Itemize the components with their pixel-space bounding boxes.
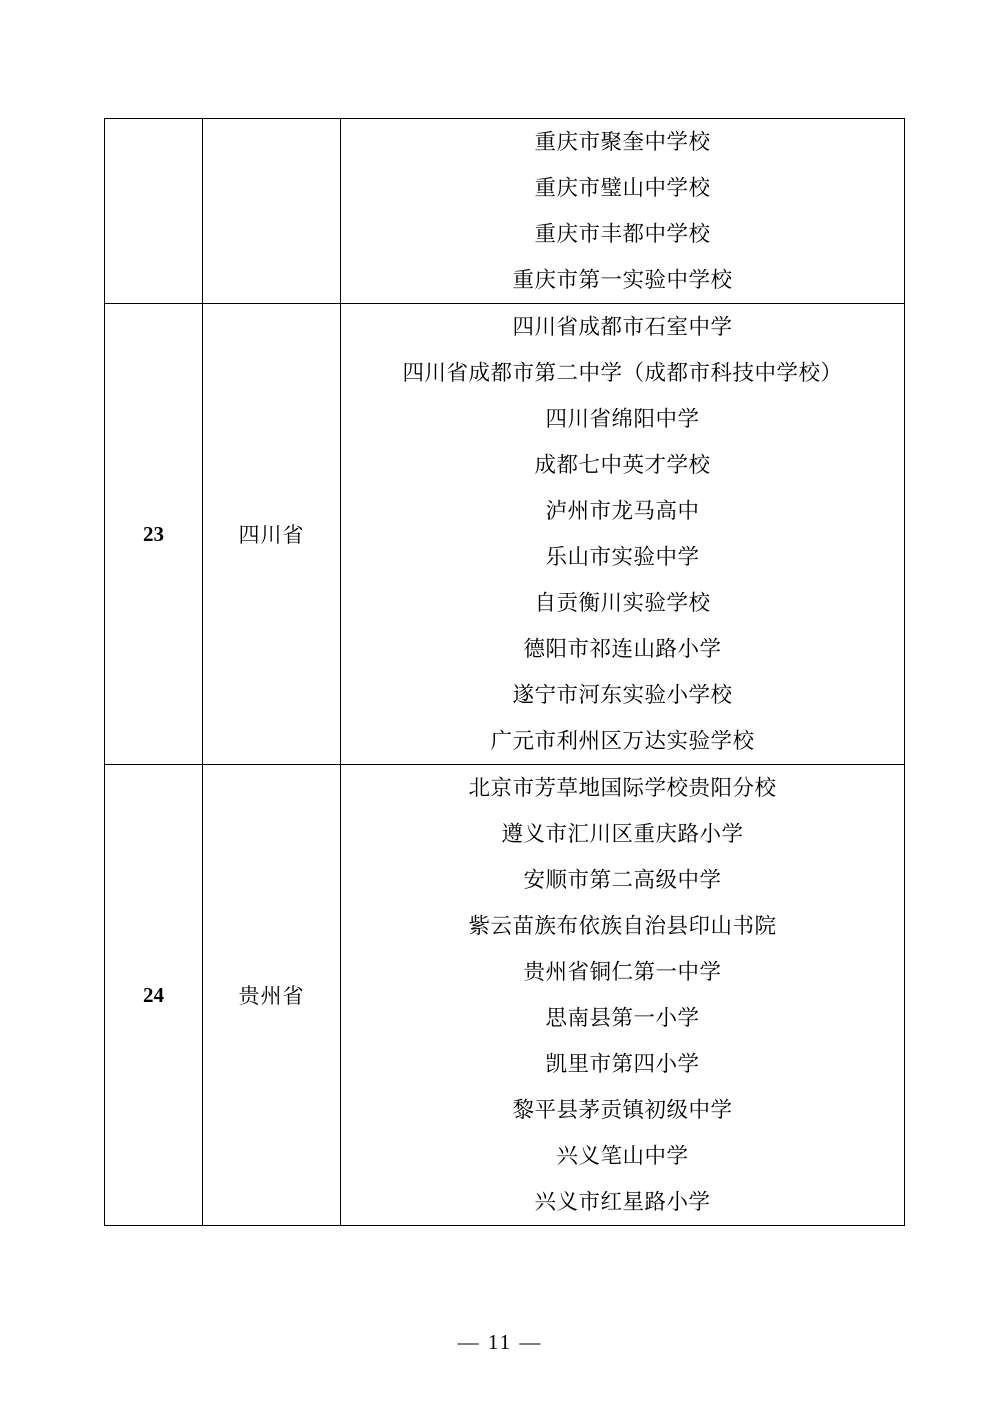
list-item: 遵义市汇川区重庆路小学 bbox=[501, 822, 744, 846]
list-item: 兴义市红星路小学 bbox=[534, 1190, 711, 1214]
row-province: 四川省 bbox=[203, 304, 341, 765]
list-item: 北京市芳草地国际学校贵阳分校 bbox=[468, 776, 777, 800]
table-row bbox=[105, 119, 905, 304]
list-item: 广元市利州区万达实验学校 bbox=[490, 729, 755, 753]
list-item: 四川省成都市石室中学 bbox=[512, 315, 733, 339]
list-item: 重庆市第一实验中学校 bbox=[512, 268, 733, 292]
list-item: 安顺市第二高级中学 bbox=[523, 868, 722, 892]
list-item: 重庆市聚奎中学校 bbox=[534, 130, 711, 154]
row-school-list bbox=[341, 304, 905, 765]
list-item: 重庆市丰都中学校 bbox=[534, 222, 711, 246]
list-item: 四川省绵阳中学 bbox=[545, 407, 700, 431]
list-item: 紫云苗族布依族自治县印山书院 bbox=[468, 914, 777, 938]
row-province bbox=[203, 119, 341, 304]
row-school-list bbox=[341, 119, 905, 304]
row-index: 23 bbox=[105, 304, 203, 765]
school-list-table bbox=[104, 118, 905, 1226]
list-item: 黎平县茅贡镇初级中学 bbox=[512, 1098, 733, 1122]
list-item: 兴义笔山中学 bbox=[556, 1144, 689, 1168]
table-row bbox=[105, 765, 905, 1226]
list-item: 自贡衡川实验学校 bbox=[534, 591, 711, 615]
row-index: 24 bbox=[105, 765, 203, 1226]
list-item: 遂宁市河东实验小学校 bbox=[512, 683, 733, 707]
list-item: 思南县第一小学 bbox=[545, 1006, 700, 1030]
row-index bbox=[105, 119, 203, 304]
list-item: 重庆市璧山中学校 bbox=[534, 176, 711, 200]
list-item: 凯里市第四小学 bbox=[545, 1052, 700, 1076]
page-number: — 11 — bbox=[457, 1330, 543, 1354]
list-item: 四川省成都市第二中学（成都市科技中学校） bbox=[402, 361, 843, 385]
list-item: 贵州省铜仁第一中学 bbox=[523, 960, 722, 984]
table-body bbox=[105, 119, 905, 1226]
list-item: 成都七中英才学校 bbox=[534, 453, 711, 477]
list-item: 泸州市龙马高中 bbox=[545, 499, 700, 523]
table-row bbox=[105, 304, 905, 765]
list-item: 乐山市实验中学 bbox=[545, 545, 700, 569]
row-province: 贵州省 bbox=[203, 765, 341, 1226]
row-school-list bbox=[341, 765, 905, 1226]
list-item: 德阳市祁连山路小学 bbox=[523, 637, 722, 661]
